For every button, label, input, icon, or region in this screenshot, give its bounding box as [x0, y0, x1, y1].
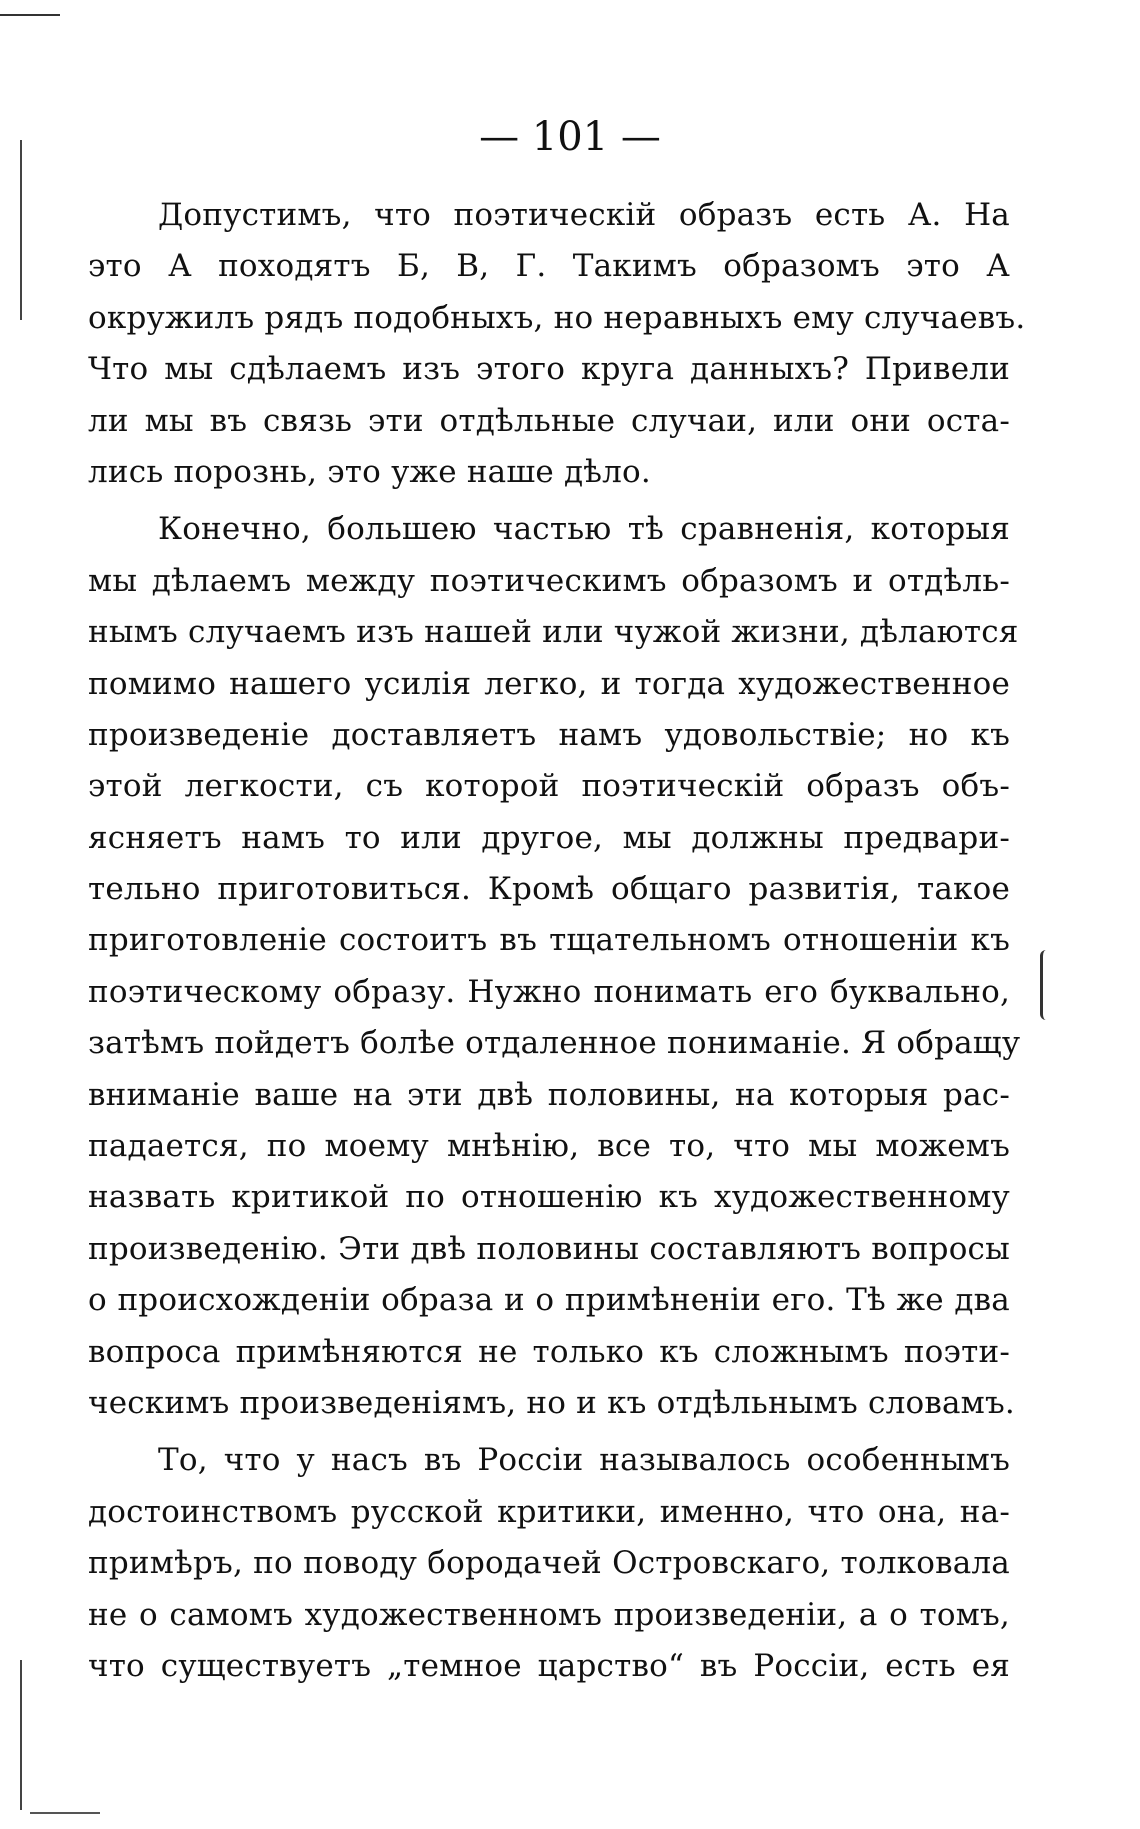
margin-bracket-mark	[1040, 950, 1046, 1020]
paragraph	[88, 1435, 1010, 1692]
text-line: произведенію. Эти двѣ половины составляютъ вопросы	[88, 1230, 1010, 1267]
text-line: лись порознь, это уже наше дѣло.	[88, 453, 651, 490]
text-line: нымъ случаемъ изъ нашей или чужой жизни, дѣлаются	[88, 614, 1019, 651]
text-line: что существуетъ „темное царство“ въ Россіи, есть ея	[88, 1647, 1010, 1684]
text-line: Что мы сдѣлаемъ изъ этого круга данныхъ? Привели	[88, 351, 1010, 388]
text-line: мы дѣлаемъ между поэтическимъ образомъ и отдѣль-	[88, 562, 1010, 599]
text-line: это А походятъ Б, В, Г. Такимъ образомъ это А	[88, 248, 1010, 285]
text-line: окружилъ рядъ подобныхъ, но неравныхъ ему случаевъ.	[88, 299, 1026, 336]
text-line: достоинствомъ русской критики, именно, что она, на-	[88, 1493, 1010, 1530]
text-line: ческимъ произведеніямъ, но и къ отдѣльнымъ словамъ.	[88, 1384, 1015, 1421]
scan-edge-line	[30, 1812, 100, 1814]
text-line: назвать критикой по отношенію къ художественному	[88, 1179, 1010, 1216]
text-line: ясняетъ намъ то или другое, мы должны предвари-	[88, 819, 1010, 856]
text-line: не о самомъ художественномъ произведеніи, а о томъ,	[88, 1596, 1010, 1633]
text-line: затѣмъ пойдетъ болѣе отдаленное пониманіе. Я обращу	[88, 1025, 1021, 1062]
text-line: вниманіе ваше на эти двѣ половины, на которыя рас-	[88, 1076, 1010, 1113]
text-line: произведеніе доставляетъ намъ удовольствіе; но къ	[88, 716, 1010, 753]
text-line: этой легкости, съ которой поэтическій образъ объ-	[88, 768, 1010, 805]
scan-edge-line	[20, 140, 22, 320]
body-text	[88, 190, 1026, 1692]
text-line: То, что у насъ въ Россіи называлось особеннымъ	[158, 1442, 1010, 1479]
text-line: помимо нашего усилія легко, и тогда художественное	[88, 665, 1010, 702]
page-number: — 101 —	[479, 114, 661, 160]
paragraph	[88, 504, 1021, 1429]
text-line: примѣръ, по поводу бородачей Островскаго, толковала	[88, 1545, 1010, 1582]
scan-edge-line	[20, 1660, 22, 1810]
text-line: о происхожденіи образа и о примѣненіи его. Тѣ же два	[88, 1282, 1010, 1319]
paragraph	[88, 190, 1026, 498]
text-line: приготовленіе состоитъ въ тщательномъ отношеніи къ	[88, 922, 1010, 959]
text-line: поэтическому образу. Нужно понимать его буквально,	[88, 973, 1010, 1010]
text-line: ли мы въ связь эти отдѣльные случаи, или они оста-	[88, 402, 1010, 439]
scan-edge-line	[0, 14, 60, 16]
text-line: Конечно, большею частью тѣ сравненія, которыя	[158, 511, 1010, 548]
text-line: Допустимъ, что поэтическій образъ есть А. На	[158, 197, 1010, 233]
text-line: тельно приготовиться. Кромѣ общаго развитія, такое	[88, 871, 1010, 908]
text-line: падается, по моему мнѣнію, все то, что мы можемъ	[88, 1128, 1010, 1165]
text-line: вопроса примѣняются не только къ сложнымъ поэти-	[88, 1333, 1010, 1370]
